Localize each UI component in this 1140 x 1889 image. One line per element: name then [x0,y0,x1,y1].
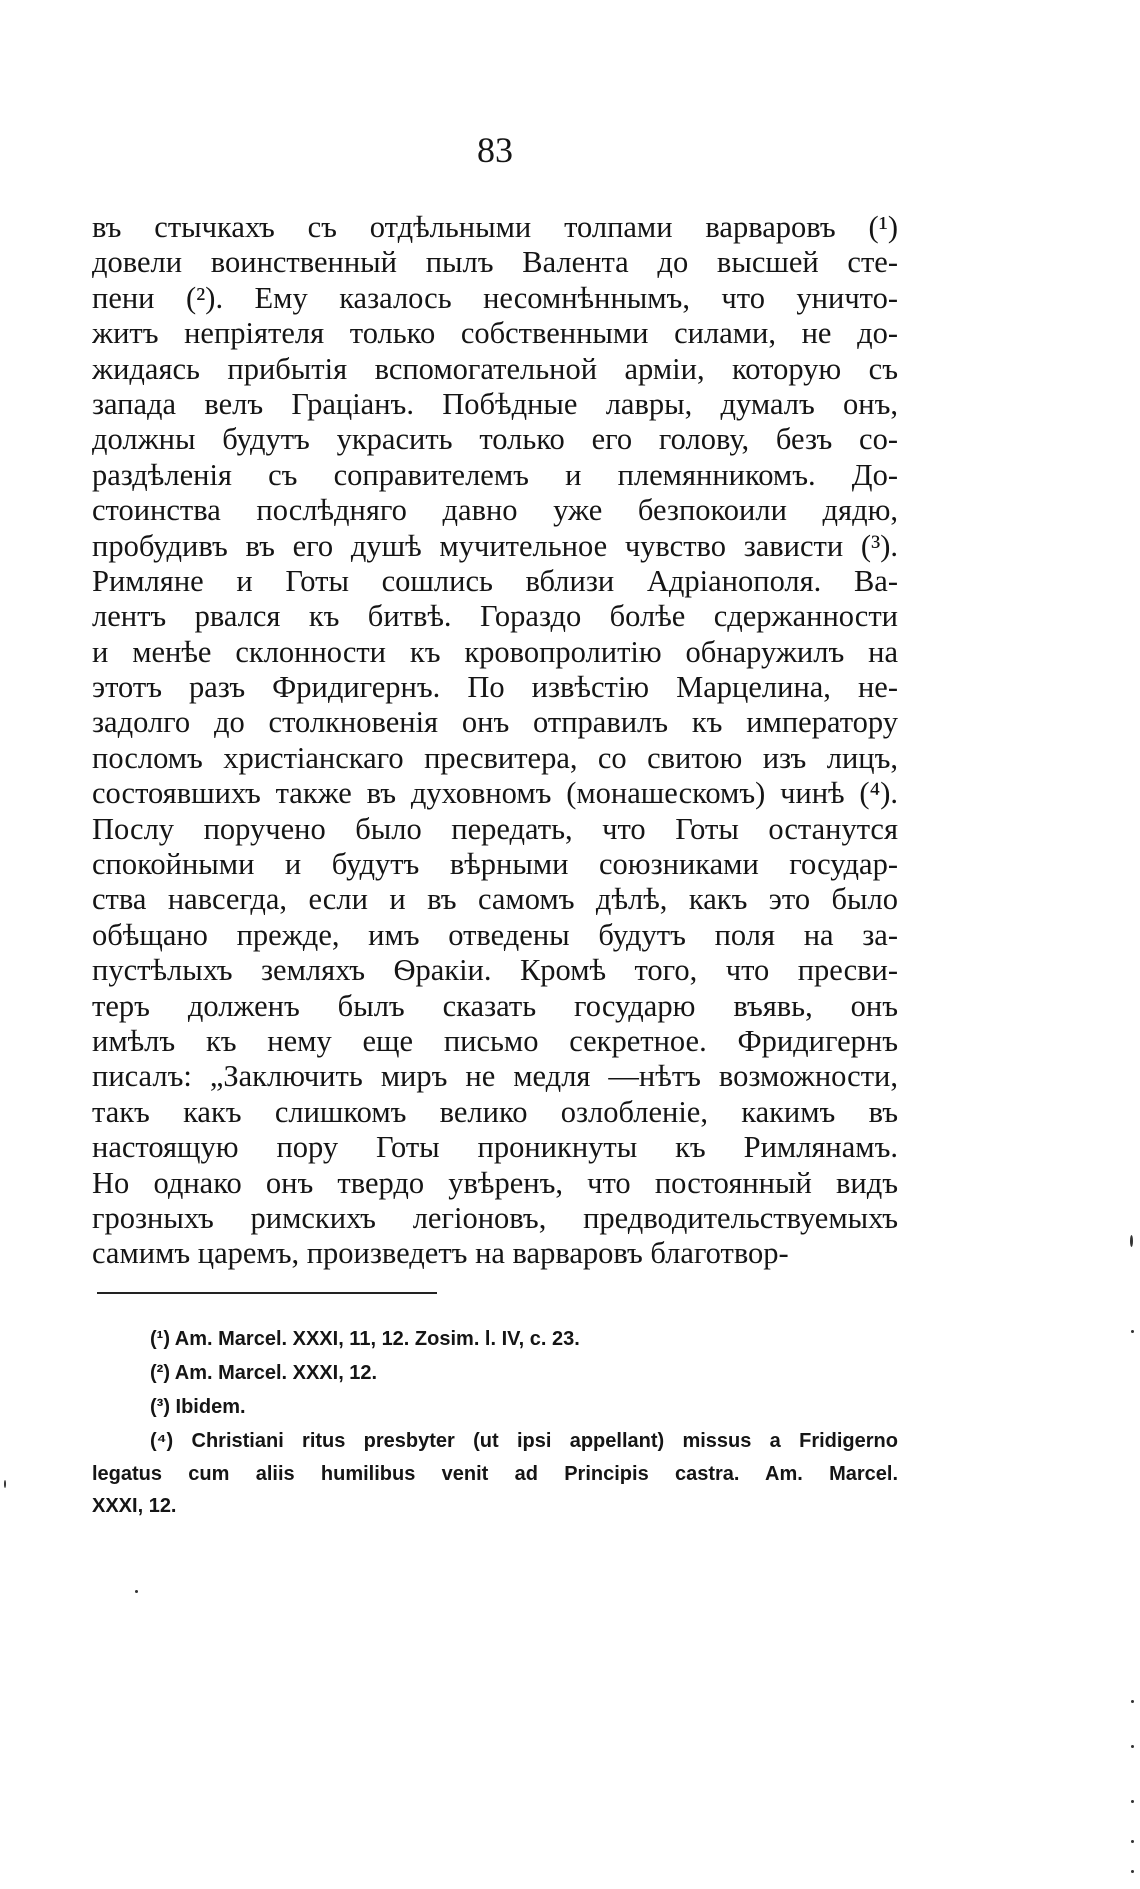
scan-speck [1130,1235,1133,1247]
text-line: лентъ рвался къ битвѣ. Гораздо болѣе сдержанности [92,599,898,634]
text-line: самимъ царемъ, произведетъ на варваровъ благотвор- [92,1236,789,1271]
scan-speck [135,1590,138,1593]
text-line: Послу поручено было передать, что Готы останутся [92,811,898,846]
text-line: ства навсегда, если и въ самомъ дѣлѣ, какъ это было [92,882,898,917]
scan-speck [1131,1330,1134,1333]
text-line: должны будутъ украсить только его голову, безъ со- [92,422,898,457]
footnote-3: (³) Ibidem. [150,1396,246,1418]
text-line: запада велъ Граціанъ. Побѣдные лавры, думалъ онъ, [92,386,898,421]
text-line: имѣлъ къ нему еще письмо секретное. Фридигернъ [92,1023,898,1058]
text-line: теръ долженъ былъ сказать государю въявь, онъ [92,988,898,1023]
scan-speck [1131,1870,1134,1873]
text-line: этотъ разъ Фридигернъ. По извѣстію Марцелина, не- [92,670,898,705]
footnote-1: (¹) Am. Marcel. XXXI, 11, 12. Zosim. l. IV, c. 23. [150,1328,580,1350]
footnote-4-continued: XXXI, 12. [92,1495,177,1517]
text-line: пени (²). Ему казалось несомнѣннымъ, что уничто- [92,280,898,315]
text-line: въ стычкахъ съ отдѣльными толпами варваровъ (¹) [92,210,898,244]
scan-speck [1131,1745,1134,1748]
text-line: спокойными и будутъ вѣрными союзниками государ- [92,847,898,882]
text-line: довели воинственный пылъ Валента до высшей сте- [92,245,898,280]
text-line: житъ непріятеля только собственными силами, не до- [92,316,898,351]
text-line: и менѣе склонности къ кровопролитію обнаружилъ на [92,634,898,669]
text-line: Римляне и Готы сошлись вблизи Адріанополя. Ва- [92,563,898,598]
footnote-4: (⁴) Christiani ritus presbyter (ut ipsi appellant) missus a Fridigerno [150,1430,898,1452]
scan-speck [1131,1700,1134,1703]
footnote-separator [97,1292,437,1294]
text-line: раздѣленія съ соправителемъ и племянникомъ. До- [92,457,898,492]
text-line: такъ какъ слишкомъ велико озлобленіе, какимъ въ [92,1094,898,1129]
text-line: грозныхъ римскихъ легіоновъ, предводительствуемыхъ [92,1200,898,1235]
scan-speck [1131,1800,1134,1803]
text-line: обѣщано прежде, имъ отведены будутъ поля на за- [92,917,898,952]
text-line: настоящую пору Готы проникнуты къ Римлянамъ. [92,1130,898,1165]
main-text [92,210,898,1272]
text-line: задолго до столкновенія онъ отправилъ къ императору [92,705,898,740]
text-line: состоявшихъ также въ духовномъ (монашескомъ) чинѣ (⁴). [92,776,898,811]
text-line: писалъ: „Заключить миръ не медля —нѣтъ возможности, [92,1059,898,1094]
scan-speck [1131,1840,1134,1843]
text-line: жидаясь прибытія вспомогательной арміи, которую съ [92,351,898,386]
footnote-4-continued: legatus cum aliis humilibus venit ad Principis castra. Am. Marcel. [92,1463,898,1485]
scan-speck [4,1480,6,1488]
text-line: пустѣлыхъ земляхъ Ѳракіи. Кромѣ того, что пресви- [92,953,898,988]
footnotes [92,1322,898,1522]
page-number: 83 [477,130,513,170]
text-line: Но однако онъ твердо увѣренъ, что постоянный видъ [92,1165,898,1200]
text-line: стоинства послѣдняго давно уже безпокоили дядю, [92,493,898,528]
text-line: пробудивъ въ его душѣ мучительное чувство зависти (³). [92,528,898,563]
text-line: посломъ христіанскаго пресвитера, со свитою изъ лицъ, [92,740,898,775]
footnote-2: (²) Am. Marcel. XXXI, 12. [150,1362,378,1384]
